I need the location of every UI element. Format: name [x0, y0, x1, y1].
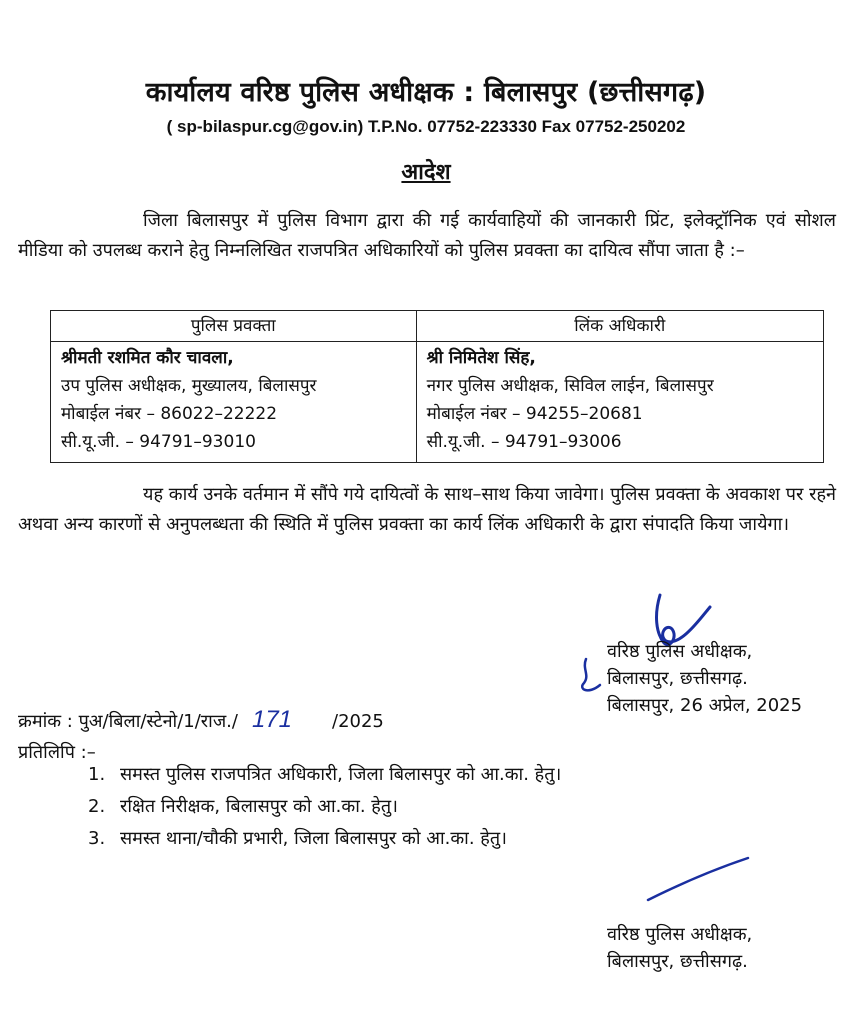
order-paragraph-1: जिला बिलासपुर में पुलिस विभाग द्वारा की गई कार्यवाहियों की जानकारी प्रिंट, इलेक्ट्रॉनिक एवं सोशल मीडिया को उपलब्ध कराने हेतु निम्नलिखित राजपत्रित अधिकारियों को पुलिस प्रवक्ता का दायित्व सौंपा जाता है :– — [18, 210, 836, 261]
spokesperson-cug: सी.यू.जी. – 94791–93010 — [61, 432, 256, 452]
sig-bottom-place: बिलासपुर, छत्तीसगढ़. — [607, 951, 748, 972]
reference-year: /2025 — [332, 711, 384, 732]
header-spokesperson: पुलिस प्रवक्ता — [51, 311, 417, 342]
list-item-number: 2. — [88, 796, 106, 817]
signature-block-bottom — [607, 921, 752, 975]
sig-bottom-designation: वरिष्ठ पुलिस अधीक्षक, — [607, 924, 753, 945]
list-item-number: 1. — [88, 764, 106, 785]
spokesperson-cell — [51, 342, 417, 463]
spokesperson-designation: उप पुलिस अधीक्षक, मुख्यालय, बिलासपुर — [61, 376, 317, 396]
header-link-officer: लिंक अधिकारी — [416, 311, 823, 342]
spokesperson-name: श्रीमती रशमित कौर चावला, — [61, 348, 234, 368]
list-item — [88, 794, 398, 818]
signature-block-top — [607, 638, 802, 719]
list-item-text: रक्षित निरीक्षक, बिलासपुर को आ.का. हेतु। — [120, 796, 398, 817]
list-item-number: 3. — [88, 828, 106, 849]
list-item — [88, 826, 507, 850]
link-officer-cell — [416, 342, 823, 463]
officers-table — [50, 310, 824, 463]
sig-top-designation: वरिष्ठ पुलिस अधीक्षक, — [607, 641, 753, 662]
list-item-text: समस्त पुलिस राजपत्रित अधिकारी, जिला बिलासपुर को आ.का. हेतु। — [120, 764, 562, 785]
spokesperson-mobile: मोबाईल नंबर – 86022–22222 — [61, 404, 278, 424]
order-heading: आदेश — [401, 160, 451, 185]
link-officer-cug: सी.यू.जी. – 94791–93006 — [426, 432, 622, 452]
list-item — [88, 762, 561, 786]
reference-prefix: क्रमांक : पुअ/बिला/स्टेनो/1/राज./ — [18, 711, 238, 732]
table-row — [51, 342, 824, 463]
reference-number: 171 — [251, 706, 293, 733]
order-paragraph-2: यह कार्य उनके वर्तमान में सौंपे गये दायित्वों के साथ–साथ किया जावेगा। पुलिस प्रवक्ता के अवकाश पर रहने अथवा अन्य कारणों से अनुपलब्धता की स्थिति में पुलिस प्रवक्ता का कार्य लिंक अधिकारी के द्वारा संपादति किया जायेगा। — [18, 484, 836, 535]
list-item-text: समस्त थाना/चौकी प्रभारी, जिला बिलासपुर को आ.का. हेतु। — [120, 828, 507, 849]
contact-line: ( sp-bilaspur.cg@gov.in) T.P.No. 07752-223330 Fax 07752-250202 — [166, 117, 686, 136]
copy-to-heading: प्रतिलिपि :– — [18, 742, 96, 763]
reference-line — [18, 706, 384, 734]
link-officer-name: श्री निमितेश सिंह, — [426, 348, 536, 368]
office-title: कार्यालय वरिष्ठ पुलिस अधीक्षक : बिलासपुर (छत्तीसगढ़) — [145, 77, 707, 108]
link-officer-designation: नगर पुलिस अधीक्षक, सिविल लाईन, बिलासपुर — [426, 376, 714, 396]
sig-top-date: बिलासपुर, 26 अप्रेल, 2025 — [607, 695, 803, 716]
link-officer-mobile: मोबाईल नंबर – 94255–20681 — [426, 404, 643, 424]
sig-top-place: बिलासपुर, छत्तीसगढ़. — [607, 668, 748, 689]
table-header-row — [51, 311, 824, 342]
signature-bottom-icon — [640, 850, 760, 910]
